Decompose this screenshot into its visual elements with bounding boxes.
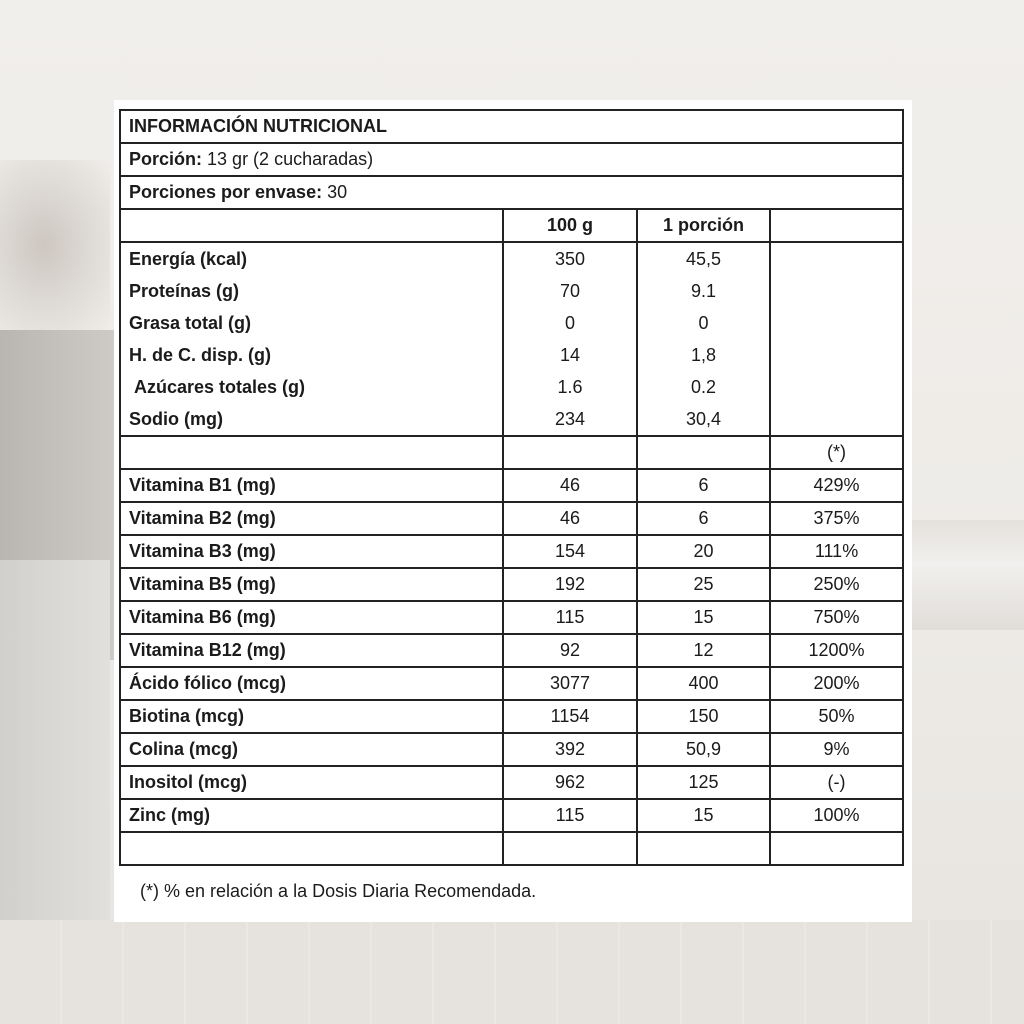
- daily-value-percent: 9%: [770, 733, 903, 766]
- per100-value: 46: [503, 469, 637, 502]
- table-row: [120, 667, 903, 700]
- header-empty-cell: [120, 209, 503, 242]
- empty-bottom-cell-4: [770, 832, 903, 865]
- daily-value-percent: 1200%: [770, 634, 903, 667]
- macro-dv-empty-cell: [770, 242, 903, 436]
- table-row: [120, 568, 903, 601]
- table-row: [120, 535, 903, 568]
- perserving-value: 20: [637, 535, 770, 568]
- dv-marker-empty-3: [637, 436, 770, 469]
- header-per-serving: 1 porción: [637, 209, 770, 242]
- per100-value: 92: [503, 634, 637, 667]
- macro-perserving-cell: [637, 242, 770, 436]
- daily-value-percent: 250%: [770, 568, 903, 601]
- nutrient-name: Vitamina B3 (mg): [120, 535, 503, 568]
- macro-per100-value: 0: [564, 313, 575, 333]
- macro-name: Azúcares totales (g): [134, 377, 306, 397]
- daily-value-percent: 429%: [770, 469, 903, 502]
- macro-name: Energía (kcal): [129, 249, 248, 269]
- perserving-value: 6: [637, 502, 770, 535]
- table-row: [120, 502, 903, 535]
- macro-perserving-value: 1,8: [690, 345, 717, 365]
- per100-value: 962: [503, 766, 637, 799]
- perserving-value: 12: [637, 634, 770, 667]
- background-runner-head: [0, 160, 110, 330]
- macro-per100-value: 350: [554, 249, 586, 269]
- daily-value-percent: (-): [770, 766, 903, 799]
- per100-value: 3077: [503, 667, 637, 700]
- macro-per100-value: 234: [554, 409, 586, 429]
- macro-name: H. de C. disp. (g): [129, 345, 271, 365]
- table-row: [120, 799, 903, 832]
- nutrient-name: Vitamina B1 (mg): [120, 469, 503, 502]
- table-title: INFORMACIÓN NUTRICIONAL: [120, 110, 903, 143]
- daily-value-percent: 750%: [770, 601, 903, 634]
- table-row: [120, 601, 903, 634]
- daily-value-percent: 375%: [770, 502, 903, 535]
- per100-value: 154: [503, 535, 637, 568]
- header-dv-empty-cell: [770, 209, 903, 242]
- per100-value: 115: [503, 799, 637, 832]
- serving-row: [120, 143, 903, 176]
- footnote: (*) % en relación a la Dosis Diaria Recomendada.: [140, 881, 537, 901]
- per100-value: 46: [503, 502, 637, 535]
- table-row: [120, 733, 903, 766]
- macro-perserving-value: 30,4: [685, 409, 722, 429]
- header-per-100g: 100 g: [503, 209, 637, 242]
- table-row: [120, 634, 903, 667]
- perserving-value: 125: [637, 766, 770, 799]
- perserving-value: 15: [637, 601, 770, 634]
- macro-perserving-value: 0: [698, 313, 709, 333]
- macro-perserving-value: 9.1: [690, 281, 717, 301]
- perserving-value: 15: [637, 799, 770, 832]
- empty-bottom-cell-3: [637, 832, 770, 865]
- macro-name: Proteínas (g): [129, 281, 240, 301]
- dv-marker-empty-1: [120, 436, 503, 469]
- macro-name: Sodio (mg): [129, 409, 223, 429]
- column-header-row: [120, 209, 903, 242]
- macro-per100-value: 70: [559, 281, 581, 301]
- perserving-value: 50,9: [637, 733, 770, 766]
- dv-marker-row: [120, 436, 903, 469]
- perserving-value: 6: [637, 469, 770, 502]
- nutrient-name: Vitamina B6 (mg): [120, 601, 503, 634]
- per100-value: 192: [503, 568, 637, 601]
- servings-per-pack-row: [120, 176, 903, 209]
- nutrient-name: Vitamina B5 (mg): [120, 568, 503, 601]
- empty-bottom-cell-2: [503, 832, 637, 865]
- macro-name: Grasa total (g): [129, 313, 252, 333]
- dv-marker-empty-2: [503, 436, 637, 469]
- table-row: [120, 766, 903, 799]
- servings-per-pack-value: 30: [327, 182, 348, 202]
- nutrient-name: Zinc (mg): [120, 799, 503, 832]
- nutrient-name: Colina (mcg): [120, 733, 503, 766]
- perserving-value: 400: [637, 667, 770, 700]
- nutrient-name: Biotina (mcg): [120, 700, 503, 733]
- macro-per100-cell: [503, 242, 637, 436]
- table-row: [120, 469, 903, 502]
- nutrient-name: Inositol (mcg): [120, 766, 503, 799]
- daily-value-percent: 200%: [770, 667, 903, 700]
- per100-value: 115: [503, 601, 637, 634]
- macro-per100-value: 14: [559, 345, 581, 365]
- per100-value: 392: [503, 733, 637, 766]
- background-runner-legs: [0, 560, 110, 920]
- empty-bottom-row: [120, 832, 903, 865]
- serving-label: Porción:: [129, 149, 203, 169]
- macro-perserving-value: 45,5: [685, 249, 722, 269]
- daily-value-percent: 100%: [770, 799, 903, 832]
- dv-marker: (*): [770, 436, 903, 469]
- empty-bottom-cell-1: [120, 832, 503, 865]
- macros-row: [120, 242, 903, 436]
- servings-per-pack-cell: [120, 176, 903, 209]
- serving-value: 13 gr (2 cucharadas): [207, 149, 374, 169]
- servings-per-pack-label: Porciones por envase:: [129, 182, 323, 202]
- background-track: [910, 520, 1024, 630]
- nutrient-name: Vitamina B2 (mg): [120, 502, 503, 535]
- nutrition-table: [119, 109, 904, 866]
- table-row: [120, 700, 903, 733]
- macro-names-cell: [120, 242, 503, 436]
- nutrient-name: Vitamina B12 (mg): [120, 634, 503, 667]
- title-row: [120, 110, 903, 143]
- macro-perserving-value: 0.2: [690, 377, 717, 397]
- background-ground: [0, 920, 1024, 1024]
- per100-value: 1154: [503, 700, 637, 733]
- macro-per100-value: 1.6: [557, 377, 583, 397]
- daily-value-percent: 111%: [770, 535, 903, 568]
- daily-value-percent: 50%: [770, 700, 903, 733]
- perserving-value: 25: [637, 568, 770, 601]
- serving-cell: [120, 143, 903, 176]
- perserving-value: 150: [637, 700, 770, 733]
- nutrient-name: Ácido fólico (mcg): [120, 667, 503, 700]
